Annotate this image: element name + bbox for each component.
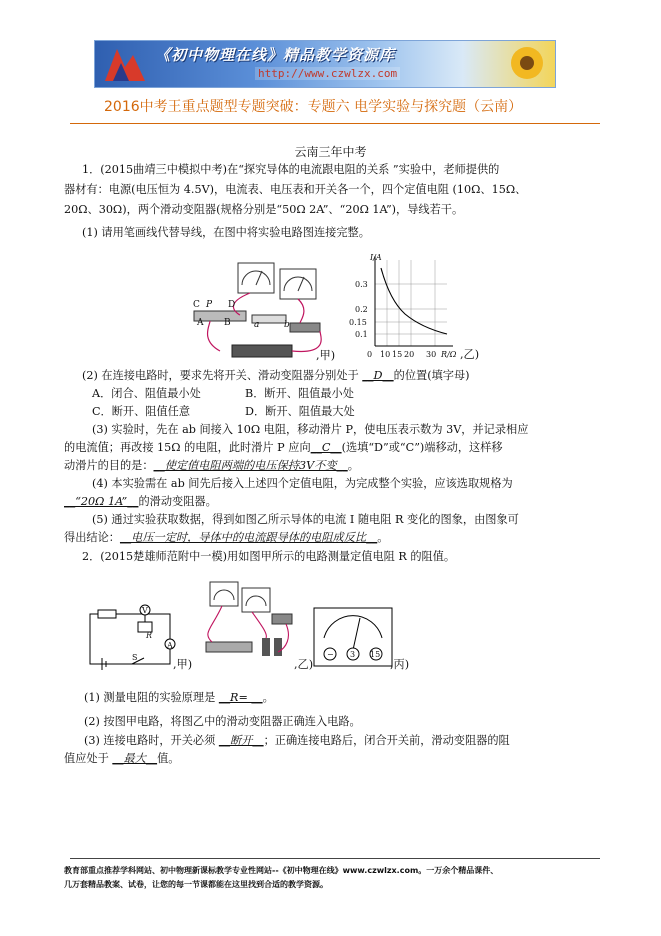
chart-y-axis-label: I/A [370, 253, 382, 262]
logo-icon [95, 41, 155, 87]
chart-x-axis-label: R/Ω [441, 350, 457, 359]
fig1-label-d: D [228, 300, 236, 310]
q1-option-d: D．断开、阻值最大处 [245, 405, 355, 418]
fig1-label-c: C [193, 300, 200, 310]
section-heading: 云南三年中考 [294, 145, 367, 159]
q2-apparatus-figure [192, 578, 300, 670]
fig1-label-b-lower: b [284, 320, 290, 330]
q1-fig-jia-label: ,甲) [316, 349, 336, 362]
footer-line-1: 教育部重点推荐学科网站、初中物理新课标教学专业性网站--《初中物理在线》www.czwlzx.com。一万余个精品课件、 [64, 866, 499, 875]
q1-fig-yi-label: ,乙) [460, 348, 480, 361]
sunflower-icon [495, 41, 555, 87]
q2-fig-yi-label: ,乙) [294, 658, 314, 671]
chart-origin: 0 [367, 350, 373, 359]
q1-answer-4: __“20Ω 1A”__ [64, 495, 139, 508]
circuit-label-a: A [167, 641, 173, 650]
q2-answer-1: __R= __ [218, 691, 263, 704]
q1-part-4-line-1: (4) 本实验需在 ab 间先后接入上述四个定值电阻，为完成整个实验，应该选取规格为 [92, 477, 513, 490]
q2-part-3-line-2: 值应处于 __最大__值。 [64, 752, 180, 765]
footer-divider [70, 858, 600, 859]
q2-fig-jia-label: ,甲) [173, 658, 193, 671]
chart-x-tick-1: 15 [392, 350, 403, 359]
q1-option-a: A．闭合、阻值最小处 [92, 387, 201, 400]
q1-line-3: 20Ω、30Ω)，两个滑动变阻器(规格分别是“50Ω 2A”、“20Ω 1A”)，导线若干。 [64, 203, 464, 216]
q2-line-1: 2．(2015楚雄师范附中一模)用如图甲所示的电路测量定值电阻 R 的阻值。 [82, 550, 456, 563]
q1-part-3-line-3: 动滑片的目的是：__使定值电阻两端的电压保持3V不变__。 [64, 459, 359, 472]
footer-line-2: 几万套精品教案、试卷，让您的每一节课都能在这里找到合适的教学资源。 [64, 880, 328, 889]
q2-answer-3a: __断开__ [218, 734, 264, 747]
q1-answer-5: __电压一定时，导体中的电流跟导体的电阻成反比__ [119, 531, 378, 544]
header-banner [94, 40, 556, 88]
fig1-label-p: P [206, 300, 213, 310]
q1-option-c: C．断开、阻值任意 [92, 405, 191, 418]
q2-part-3-line-1: (3) 连接电路时，开关必须 __断开__；正确连接电路后，闭合开关前，滑动变阻器的阻 [84, 734, 510, 747]
chart-y-tick-1: 0.2 [355, 305, 368, 314]
q1-part-3-line-1: (3) 实验时，先在 ab 间接入 10Ω 电阻，移动滑片 P，使电压表示数为 3V，并记录相应 [92, 423, 529, 436]
q1-part-5-line-2: 得出结论：__电压一定时，导体中的电流跟导体的电阻成反比__。 [64, 531, 389, 544]
q1-answer-3a: __C__ [310, 441, 342, 454]
circuit-label-r: R [146, 631, 153, 640]
q1-line-2: 器材有：电源(电压恒为 4.5V)，电流表、电压表和开关各一个，四个定值电阻 (10Ω、15Ω、 [64, 183, 527, 196]
q1-part-2: (2) 在连接电路时，要求先将开关、滑动变阻器分别处于 __D__的位置(填字母) [82, 369, 470, 382]
q1-option-b: B．断开、阻值最小处 [245, 387, 354, 400]
q1-part-4-line-2: __“20Ω 1A”__的滑动变阻器。 [64, 495, 217, 508]
fig1-label-a: A [197, 318, 204, 328]
q1-line-1: 1．(2015曲靖三中模拟中考)在“探究导体的电流跟电阻的关系 ”实验中，老师提供的 [82, 163, 500, 176]
meter-terminal-15: 15 [370, 650, 381, 659]
q2-part-2: (2) 按图甲电路，将图乙中的滑动变阻器正确连入电路。 [84, 715, 361, 728]
meter-terminal-3: 3 [350, 650, 356, 659]
page-title: 2016中考王重点题型专题突破：专题六 电学实验与探究题（云南） [104, 99, 523, 115]
chart-x-tick-0: 10 [380, 350, 391, 359]
banner-url: http://www.czwlzx.com [255, 67, 400, 80]
meter-terminal-neg: − [327, 650, 334, 659]
chart-y-tick-0: 0.3 [355, 280, 368, 289]
chart-x-tick-3: 30 [426, 350, 437, 359]
circuit-label-s: S [132, 653, 138, 662]
q1-answer-3b: __使定值电阻两端的电压保持3V不变__ [153, 459, 348, 472]
q1-part-5-line-1: (5) 通过实验获取数据，得到如图乙所示导体的电流 I 随电阻 R 变化的图象，由图象可 [92, 513, 519, 526]
chart-y-tick-3: 0.1 [355, 330, 368, 339]
fig1-label-a-lower: a [254, 320, 260, 330]
title-divider [70, 123, 600, 124]
banner-title: 《初中物理在线》精品教学资源库 [155, 46, 396, 64]
q1-answer-2: __D__ [362, 369, 394, 382]
chart-x-tick-2: 20 [404, 350, 415, 359]
fig1-label-b: B [224, 318, 231, 328]
q1-part-1: (1) 请用笔画线代替导线，在图中将实验电路图连接完整。 [82, 226, 370, 239]
circuit-label-v: V [142, 606, 148, 615]
q2-fig-bing-label: ,丙) [390, 658, 410, 671]
q1-part-3-line-2: 的电流值；再改接 15Ω 的电阻，此时滑片 P 应向__C__(选填“D”或“C”)端移动，这样移 [64, 441, 503, 454]
q2-answer-3b: __最大__ [112, 752, 158, 765]
q2-part-1: (1) 测量电阻的实验原理是 __R= __。 [84, 691, 274, 704]
chart-y-tick-2: 0.15 [349, 318, 367, 327]
